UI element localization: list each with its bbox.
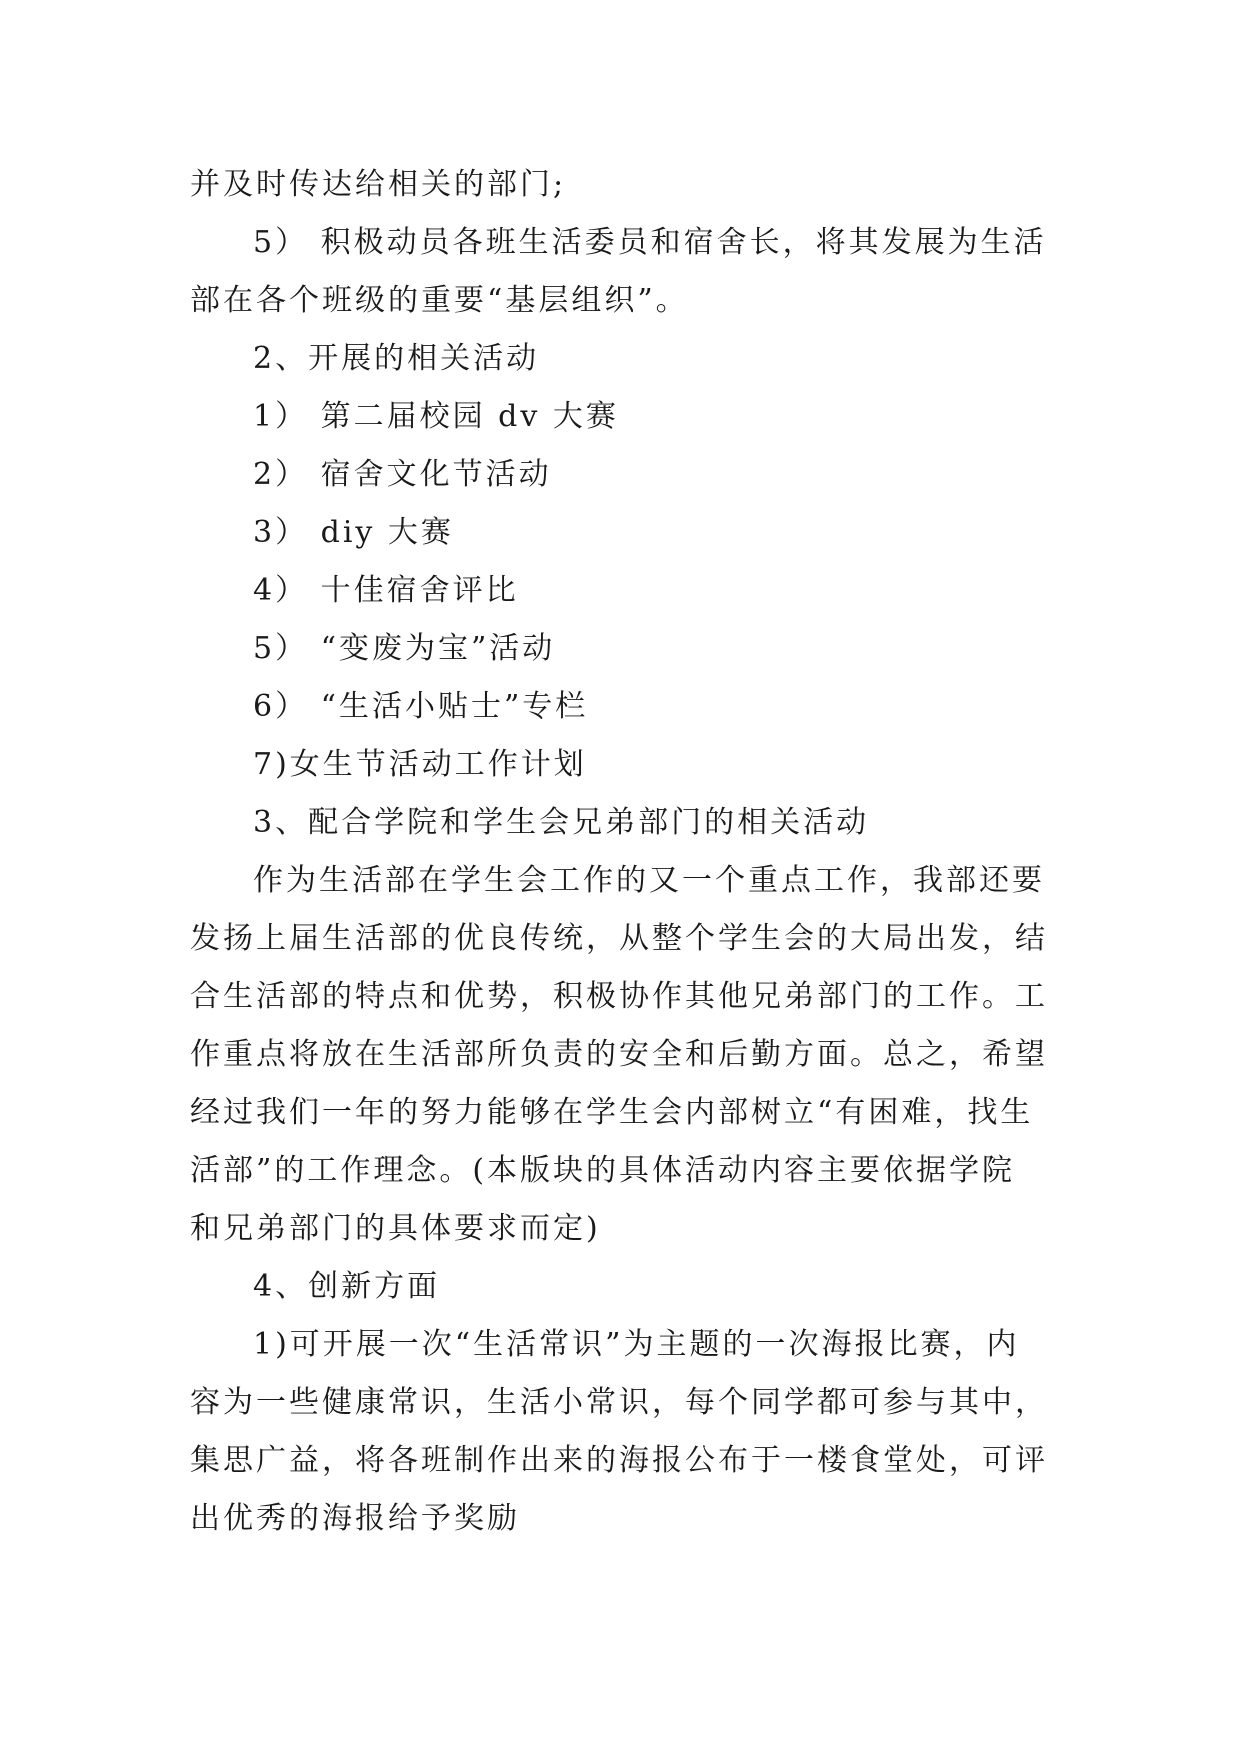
text-line: 并及时传达给相关的部门;: [190, 167, 567, 202]
section-heading: 3、配合学院和学生会兄弟部门的相关活动: [253, 805, 870, 840]
text-line: 集思广益，将各班制作出来的海报公布于一楼食堂处，可评: [190, 1443, 1048, 1478]
list-item: 7)女生节活动工作计划: [253, 747, 587, 782]
list-item: 6） “生活小贴士”专栏: [253, 689, 589, 724]
text-line: 作重点将放在生活部所负责的安全和后勤方面。总之，希望: [190, 1037, 1048, 1072]
text-line: 活部”的工作理念。(本版块的具体活动内容主要依据学院: [190, 1153, 1016, 1188]
text-line: 5） 积极动员各班生活委员和宿舍长，将其发展为生活: [253, 225, 1047, 260]
list-item: 2） 宿舍文化节活动: [253, 457, 552, 492]
text-line: 合生活部的特点和优势，积极协作其他兄弟部门的工作。工: [190, 979, 1048, 1014]
section-heading: 2、开展的相关活动: [253, 341, 540, 376]
text-line: 作为生活部在学生会工作的又一个重点工作，我部还要: [253, 863, 1045, 898]
text-line: 出优秀的海报给予奖励: [190, 1501, 520, 1536]
list-item: 1） 第二届校园 dv 大赛: [253, 399, 619, 434]
list-item: 3） diy 大赛: [253, 515, 454, 550]
text-line: 和兄弟部门的具体要求而定): [190, 1211, 601, 1246]
text-line: 1)可开展一次“生活常识”为主题的一次海报比赛，内: [253, 1327, 1020, 1362]
list-item: 4） 十佳宿舍评比: [253, 573, 519, 608]
section-heading: 4、创新方面: [253, 1269, 441, 1304]
text-line: 容为一些健康常识，生活小常识，每个同学都可参与其中，: [190, 1385, 1048, 1420]
text-line: 经过我们一年的努力能够在学生会内部树立“有困难，找生: [190, 1095, 1034, 1130]
text-line: 发扬上届生活部的优良传统，从整个学生会的大局出发，结: [190, 921, 1048, 956]
list-item: 5） “变废为宝”活动: [253, 631, 556, 666]
text-line: 部在各个班级的重要“基层组织”。: [190, 283, 689, 318]
